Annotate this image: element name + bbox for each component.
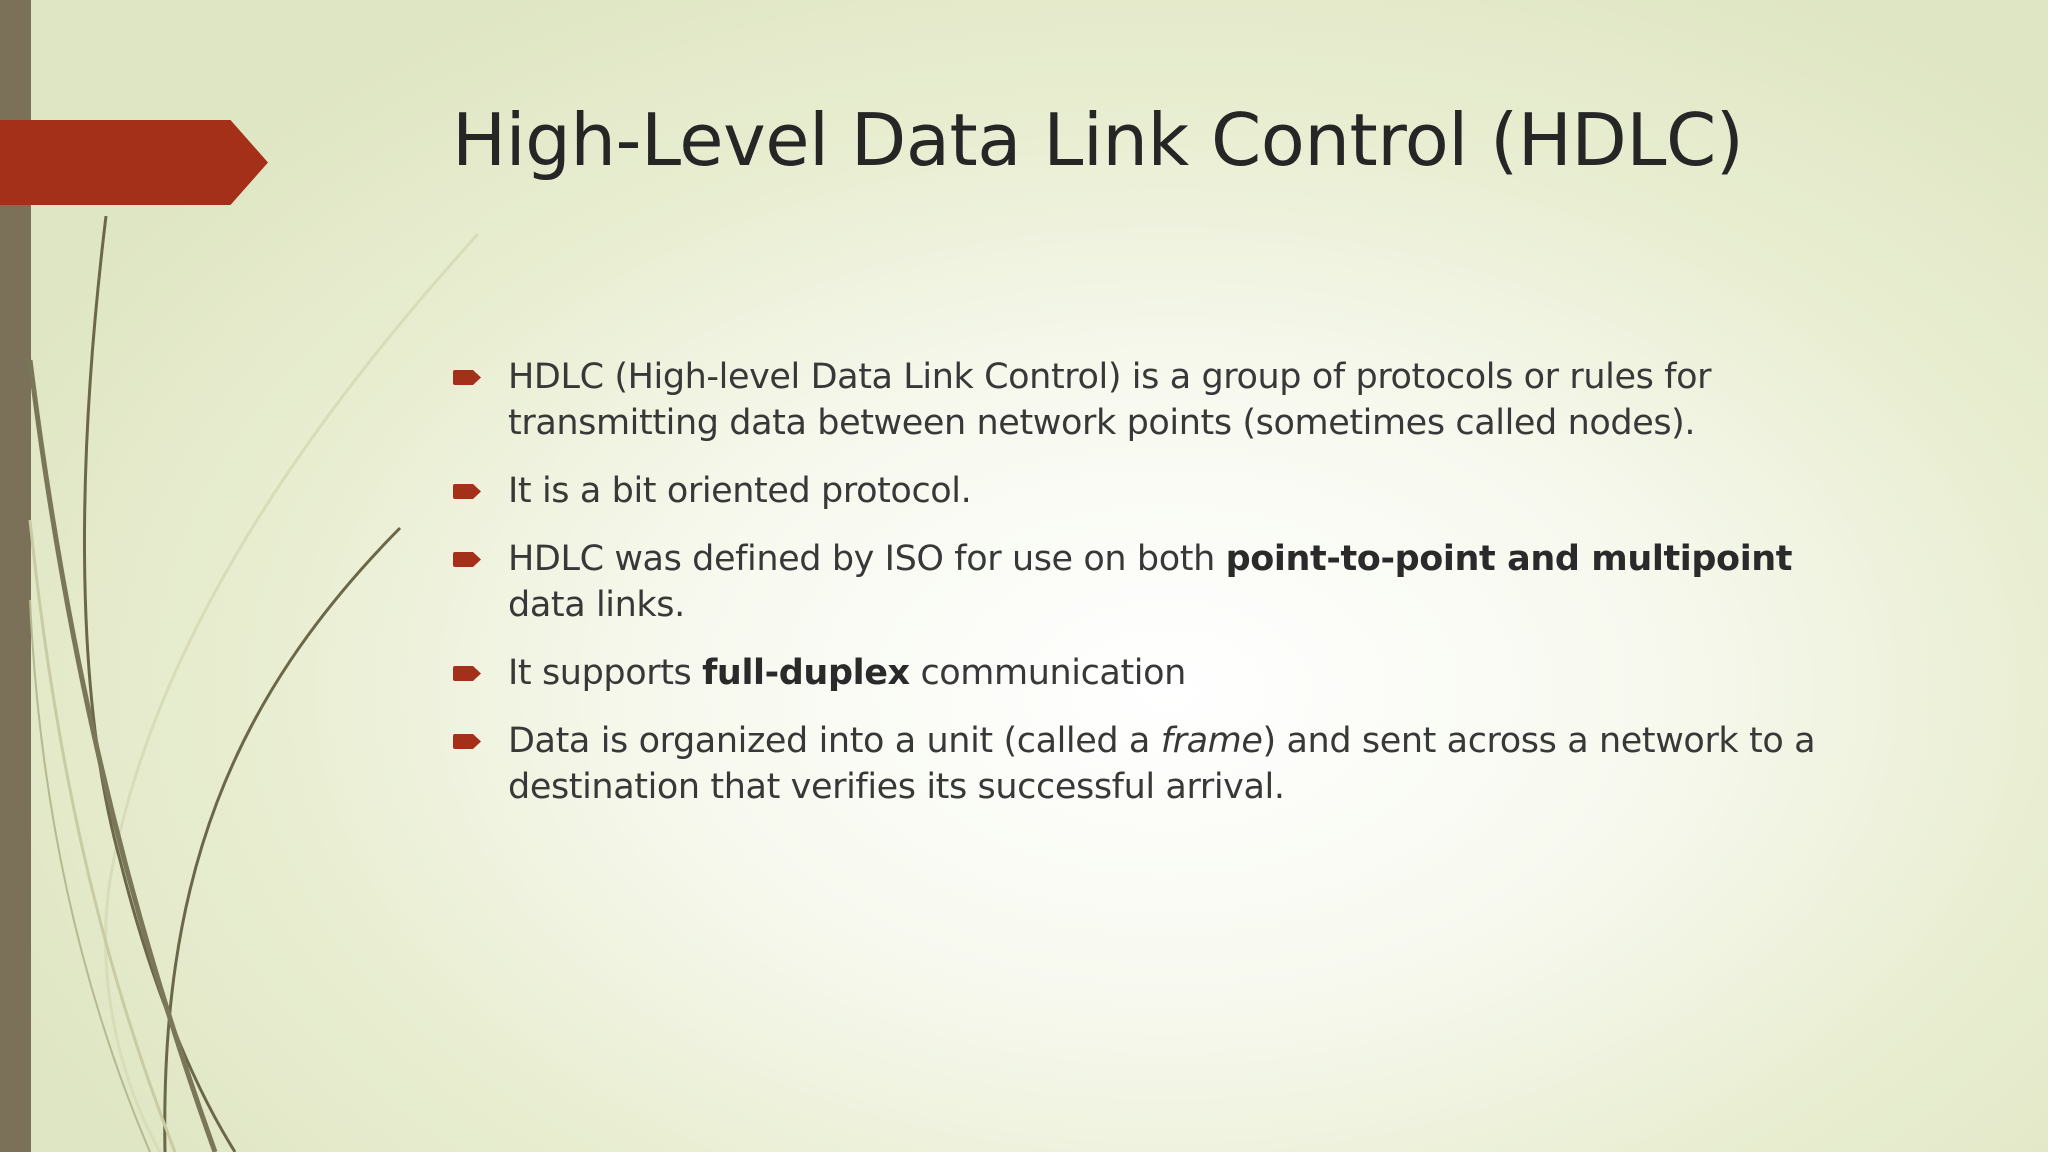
bullet-list [450,354,1870,832]
bullet-text-segment: Data is organized into a unit (called a [508,721,1161,761]
title-arrow-tab [0,120,268,205]
bullet-text-segment: communication [909,653,1186,693]
bullet-text-segment: It is a bit oriented protocol. [508,471,972,511]
bullet-italic-text: frame [1160,721,1263,761]
bullet-text-segment: ) and sent across a network to a destination that verifies its successful arrival. [508,721,1816,807]
arrow-bullet-icon [453,734,481,749]
bullet-item [450,536,1870,628]
bullet-text-segment: data links. [508,585,685,625]
bullet-text [508,721,1815,807]
bullet-item [450,354,1870,446]
slide-title: High-Level Data Link Control (HDLC) [452,98,1744,182]
arrow-bullet-icon [453,666,481,681]
bullet-text-segment: HDLC was defined by ISO for use on both [508,539,1226,579]
bullet-text [508,357,1711,443]
bullet-text [508,539,1792,625]
bullet-text [508,653,1186,693]
bullet-bold-text: point-to-point and multipoint [1225,539,1793,579]
bullet-bold-text: full-duplex [702,653,910,693]
bullet-text-segment: HDLC (High-level Data Link Control) is a group of protocols or rules for transmitting data between network points (sometimes called nodes). [508,357,1712,443]
bullet-item [450,468,1870,514]
bullet-text-segment: It supports [508,653,703,693]
bullet-item [450,650,1870,696]
arrow-bullet-icon [453,552,481,567]
bullet-item [450,718,1870,810]
arrow-bullet-icon [453,484,481,499]
bullet-text [508,471,971,511]
arrow-bullet-icon [453,370,481,385]
